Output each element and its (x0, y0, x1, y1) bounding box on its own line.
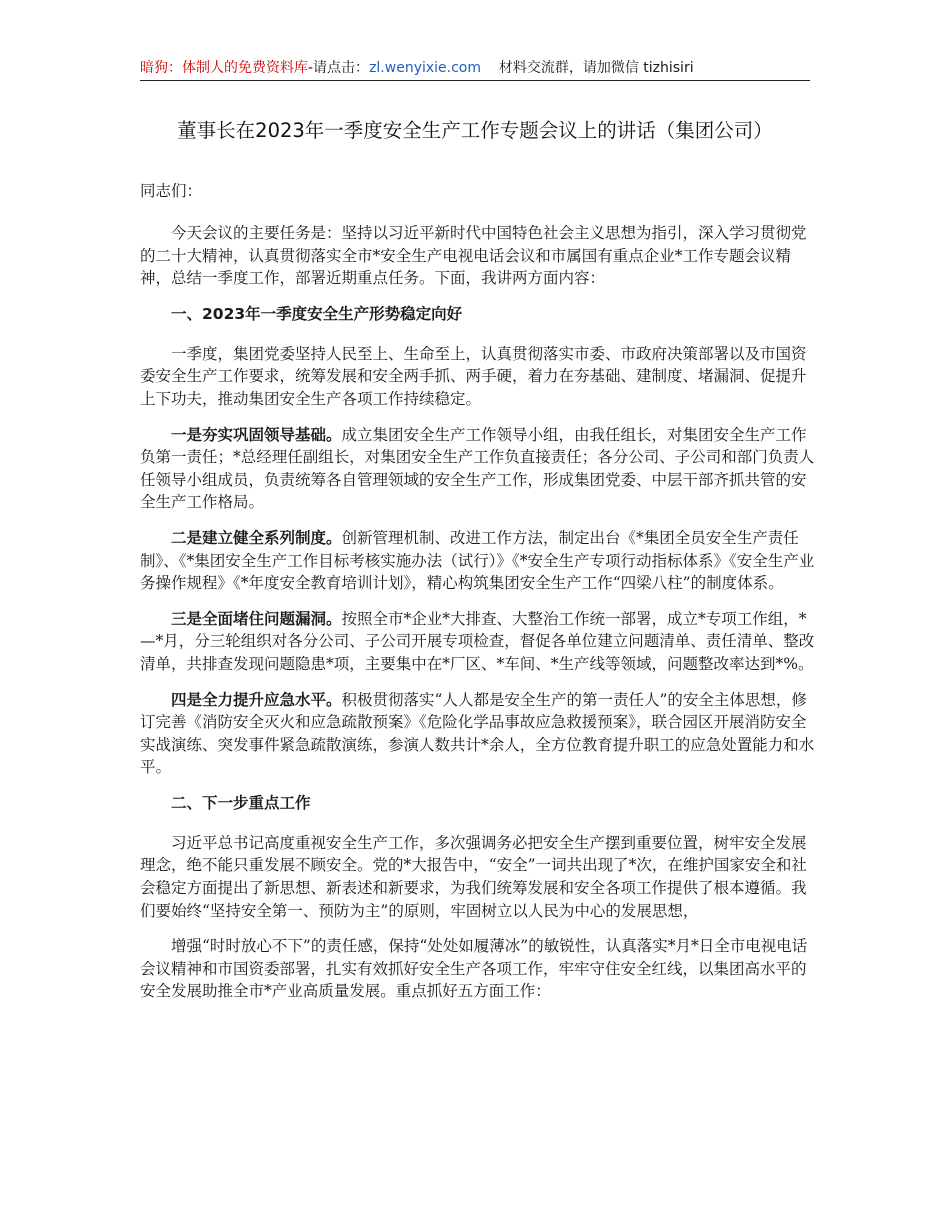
section-2-paragraph-1: 习近平总书记高度重视安全生产工作，多次强调务必把安全生产摆到重要位置，树牢安全发展理念，绝不能只重发展不顾安全。党的*大报告中，“安全”一词共出现了*次，在维护国家安全和社会稳定方面提出了新思想、新表述和新要求，为我们统筹发展和安全各项工作提供了根本遵循。我们要始终“坚持安全第一、预防为主”的原则，牢固树立以人民为中心的发展思想， (140, 833, 807, 920)
document-body (140, 180, 820, 1016)
point-4-lead: 四是全力提升应急水平。 (171, 689, 342, 709)
section-1-paragraph: 一季度，集团党委坚持人民至上、生命至上，认真贯彻落实市委、市政府决策部署以及市国资委安全生产工作要求，统筹发展和安全两手抓、两手硬，着力在夯基础、建制度、堵漏洞、促提升上下功夫，推动集团安全生产各项工作持续稳定。 (140, 344, 807, 408)
point-2-text: 创新管理机制、改进工作方法，制定出台《*集团全员安全生产责任制》、《*集团安全生产工作目标考核实施办法（试行）》《*安全生产专项行动指标体系》《安全生产业务操作规程》《*年度安全教育培训计划》，精心构筑集团安全生产工作“四梁八柱”的制度体系。 (140, 528, 815, 593)
section-2-paragraph-2: 增强“时时放心不下”的责任感，保持“处处如履薄冰”的敏锐性，认真落实*月*日全市电视电话会议精神和市国资委部署，扎实有效抓好安全生产各项工作，牢牢守住安全红线，以集团高水平的安全发展助推全市*产业高质量发展。重点抓好五方面工作： (140, 937, 808, 1001)
greeting: 同志们： (140, 182, 203, 200)
point-1-lead: 一是夯实巩固领导基础。 (171, 424, 342, 444)
point-4-text: 积极贯彻落实“人人都是安全生产的第一责任人”的安全主体思想，修订完善《消防安全灭火和应急疏散预案》《危险化学品事故应急救援预案》，联合园区开展消防安全实战演练、突发事件紧急疏散演练，参演人数共计*余人，全方位教育提升职工的应急处置能力和水平。 (140, 690, 815, 777)
site-link[interactable]: zl.wenyixie.com (369, 60, 482, 76)
point-3-text: 按照全市*企业*大排查、大整治工作统一部署，成立*专项工作组，*—*月，分三轮组织对各分公司、子公司开展专项检查，督促各单位建立问题清单、责任清单、整改清单，共排查发现问题隐患*项，主要集中在*厂区、*车间、*生产线等领域，问题整改率达到*%。 (140, 609, 815, 673)
point-3-paragraph (140, 608, 820, 676)
section-1-heading: 一、2023年一季度安全生产形势稳定向好 (171, 304, 463, 323)
point-4-paragraph (140, 689, 820, 779)
section-2-heading: 二、下一步重点工作 (171, 793, 311, 812)
point-2-paragraph (140, 527, 820, 595)
brand-text: 暗狗：体制人的免费资料库 (140, 60, 308, 76)
intro-paragraph: 今天会议的主要任务是：坚持以习近平新时代中国特色社会主义思想为指引，深入学习贯彻党的二十大精神，认真贯彻落实全市*安全生产电视电话会议和市属国有重点企业*工作专题会议精神，总结一季度工作，部署近期重点任务。下面，我讲两方面内容： (140, 224, 807, 288)
point-2-lead: 二是建立健全系列制度。 (171, 527, 342, 547)
point-1-paragraph (140, 424, 820, 514)
point-3-lead: 三是全面堵住问题漏洞。 (171, 608, 342, 628)
contact-text: 材料交流群，请加微信 tizhisiri (498, 60, 694, 76)
document-title: 董事长在2023年一季度安全生产工作专题会议上的讲话（集团公司） (177, 119, 773, 142)
point-1-text: 成立集团安全生产工作领导小组，由我任组长，对集团安全生产工作负第一责任；*总经理任副组长，对集团安全生产工作负直接责任；各分公司、子公司和部门负责人任领导小组成员，负责统筹各自管理领域的安全生产工作，形成集团党委、中层干部齐抓共管的安全生产工作格局。 (140, 425, 815, 512)
header-banner (140, 58, 810, 81)
prompt-text: -请点击： (308, 60, 370, 76)
